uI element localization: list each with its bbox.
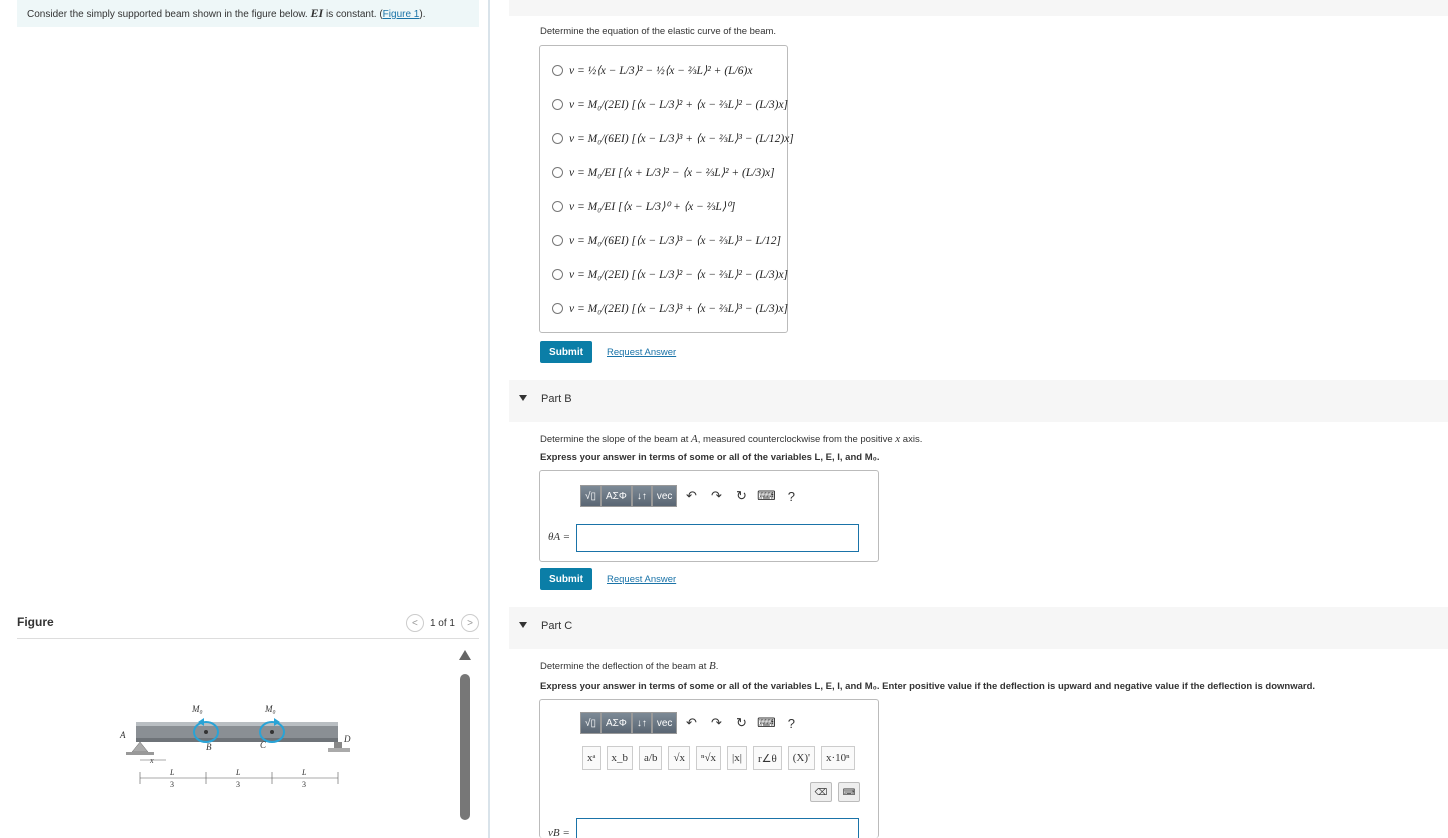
part-c-express: Express your answer in terms of some or all of the variables L, E, I, and M₀. Enter positive value if the deflection is upward and negative value if the deflection is downward.	[540, 681, 1316, 692]
collapse-triangle-icon[interactable]	[519, 622, 527, 628]
backspace-icon[interactable]: ⌫	[810, 782, 832, 802]
choice-4-equation: v = M₀/EI [⟨x + L/3⟩² − ⟨x − ⅔L⟩² + (L/3)x]	[569, 167, 775, 179]
choice-4[interactable]	[552, 160, 775, 184]
transpose-button[interactable]: (X)'	[788, 746, 815, 770]
radio-button[interactable]	[552, 65, 563, 76]
radio-button[interactable]	[552, 99, 563, 110]
part-b-var-x: x	[895, 433, 901, 445]
radio-button[interactable]	[552, 201, 563, 212]
part-b-answer-box	[539, 470, 879, 562]
superscript-button[interactable]: xᵃ	[582, 746, 601, 770]
span-1-num: L	[170, 768, 175, 777]
part-a-submit-button[interactable]: Submit	[540, 341, 592, 363]
part-b-toolbar	[580, 485, 802, 507]
top-strip	[509, 0, 1448, 16]
span-2-num: L	[236, 768, 241, 777]
figure-header	[17, 611, 479, 639]
beam-bottom-flange	[136, 738, 338, 742]
label-c: C	[260, 740, 267, 750]
beam-figure	[110, 690, 370, 800]
polar-button[interactable]: r∠θ	[753, 746, 782, 770]
part-b-input-label: θA =	[548, 531, 571, 543]
point-c-dot	[270, 730, 274, 734]
choice-5-equation: v = M₀/EI [⟨x − L/3⟩⁰ + ⟨x − ⅔L⟩⁰]	[569, 201, 736, 213]
part-c-answer-input[interactable]	[576, 818, 859, 838]
part-c-header[interactable]	[509, 607, 1448, 649]
radio-button[interactable]	[552, 167, 563, 178]
help-icon[interactable]: ?	[787, 715, 796, 731]
choice-1[interactable]	[552, 58, 752, 82]
scroll-up-icon[interactable]	[459, 650, 471, 660]
intro-text-after: is constant.	[325, 9, 377, 20]
column-divider	[488, 0, 490, 838]
figure-link[interactable]: Figure 1	[382, 9, 420, 20]
part-a-choices	[539, 45, 794, 333]
part-b-express: Express your answer in terms of some or all of the variables L, E, I, and M₀.	[540, 452, 880, 463]
arrows-button[interactable]: ↓↑	[632, 712, 652, 734]
part-b-var-a: A	[691, 433, 698, 445]
ei-variable: EI	[310, 6, 324, 20]
choice-8-equation: v = M₀/(2EI) [⟨x − L/3⟩³ + ⟨x − ⅔L⟩³ − (L/3)x]	[569, 303, 789, 315]
part-b-prompt-2: , measured counterclockwise from the positive	[697, 434, 893, 445]
part-b-prompt	[540, 433, 922, 445]
scroll-thumb[interactable]	[460, 674, 470, 820]
symbol-row	[582, 746, 855, 770]
part-b-request-answer-link[interactable]: Request Answer	[607, 574, 677, 585]
redo-icon[interactable]: ↷	[710, 488, 722, 503]
pin-support-a	[132, 742, 148, 752]
part-c-prompt-2: .	[715, 661, 719, 672]
part-b-label: Part B	[541, 393, 572, 405]
fraction-button[interactable]: a/b	[639, 746, 662, 770]
label-d: D	[344, 734, 351, 744]
choice-2-equation: v = M₀/(2EI) [⟨x − L/3⟩² + ⟨x − ⅔L⟩² − (L/3)x]	[569, 99, 789, 111]
redo-icon[interactable]: ↷	[710, 715, 722, 730]
radio-button[interactable]	[552, 303, 563, 314]
templates-button[interactable]: √▯	[580, 485, 601, 507]
support-base-a	[126, 752, 154, 755]
keyboard-toggle-icon[interactable]: ⌨	[838, 782, 860, 802]
sqrt-button[interactable]: √x	[668, 746, 690, 770]
choice-2[interactable]	[552, 92, 788, 116]
part-c-var-b: B	[709, 660, 716, 672]
radio-button[interactable]	[552, 235, 563, 246]
span-3-num: L	[302, 768, 307, 777]
prev-figure-button[interactable]: <	[406, 614, 424, 632]
roller-support-d	[334, 742, 342, 748]
undo-icon[interactable]: ↶	[685, 715, 697, 730]
part-b-prompt-3: axis.	[902, 434, 923, 445]
collapse-triangle-icon[interactable]	[519, 395, 527, 401]
radio-button[interactable]	[552, 269, 563, 280]
part-a-request-answer-link[interactable]: Request Answer	[607, 347, 677, 358]
part-b-submit-button[interactable]: Submit	[540, 568, 592, 590]
reset-icon[interactable]: ↻	[735, 715, 747, 730]
greek-button[interactable]: ΑΣΦ	[601, 485, 632, 507]
choice-8[interactable]	[552, 296, 788, 320]
choice-3[interactable]	[552, 126, 794, 150]
part-b-header[interactable]	[509, 380, 1448, 422]
help-icon[interactable]: ?	[787, 488, 796, 504]
undo-icon[interactable]: ↶	[685, 488, 697, 503]
part-c-toolbar	[580, 712, 802, 734]
beam-top-flange	[136, 722, 338, 726]
label-x: x	[150, 756, 154, 765]
pager-count: 1 of 1	[429, 617, 455, 629]
label-m0-left: M₀	[192, 704, 203, 714]
label-b: B	[206, 742, 212, 752]
part-b-answer-input[interactable]	[576, 524, 859, 552]
arrows-button[interactable]: ↓↑	[632, 485, 652, 507]
support-base-d	[328, 748, 350, 752]
part-c-label: Part C	[541, 620, 573, 632]
choice-3-equation: v = M₀/(6EI) [⟨x − L/3⟩³ + ⟨x − ⅔L⟩³ − (L/12)x]	[569, 133, 794, 145]
abs-button[interactable]: |x|	[727, 746, 747, 770]
point-b-dot	[204, 730, 208, 734]
choice-1-equation: v = ½⟨x − L/3⟩² − ½⟨x − ⅔L⟩² + (L/6)x	[569, 65, 753, 77]
part-a-prompt: Determine the equation of the elastic curve of the beam.	[540, 26, 777, 37]
label-a: A	[120, 730, 126, 740]
reset-icon[interactable]: ↻	[735, 488, 747, 503]
greek-button[interactable]: ΑΣΦ	[601, 712, 632, 734]
figure-scrollbar[interactable]	[458, 650, 472, 838]
scientific-notation-button[interactable]: x·10ⁿ	[821, 746, 855, 770]
choice-6-equation: v = M₀/(6EI) [⟨x − L/3⟩³ − ⟨x − ⅔L⟩³ − L/12]	[569, 235, 782, 247]
vec-button[interactable]: vec	[652, 485, 678, 507]
label-m0-right: M₀	[265, 704, 276, 714]
part-b-prompt-1: Determine the slope of the beam at	[540, 434, 689, 445]
nth-root-button[interactable]: ⁿ√x	[696, 746, 721, 770]
figure-title: Figure	[17, 615, 54, 629]
span-1-den: 3	[170, 780, 174, 789]
keyboard-icon[interactable]: ⌨	[757, 715, 776, 730]
radio-button[interactable]	[552, 133, 563, 144]
keyboard-icon[interactable]: ⌨	[757, 488, 776, 503]
intro-banner: Consider the simply supported beam shown in the figure below. EI is constant. (Figure 1).	[17, 0, 479, 27]
subscript-button[interactable]: x_b	[607, 746, 634, 770]
part-c-answer-box	[539, 699, 879, 838]
choice-7[interactable]	[552, 262, 788, 286]
figure-pager	[406, 614, 479, 632]
choice-6[interactable]	[552, 228, 781, 252]
intro-text-before: Consider the simply supported beam shown in the figure below.	[27, 9, 308, 20]
choice-5[interactable]	[552, 194, 735, 218]
part-c-input-label: vB =	[548, 827, 570, 838]
part-c-prompt	[540, 660, 718, 672]
choice-7-equation: v = M₀/(2EI) [⟨x − L/3⟩² − ⟨x − ⅔L⟩² − (L/3)x]	[569, 269, 789, 281]
part-c-prompt-1: Determine the deflection of the beam at	[540, 661, 707, 672]
templates-button[interactable]: √▯	[580, 712, 601, 734]
span-2-den: 3	[236, 780, 240, 789]
vec-button[interactable]: vec	[652, 712, 678, 734]
span-3-den: 3	[302, 780, 306, 789]
next-figure-button[interactable]: >	[461, 614, 479, 632]
